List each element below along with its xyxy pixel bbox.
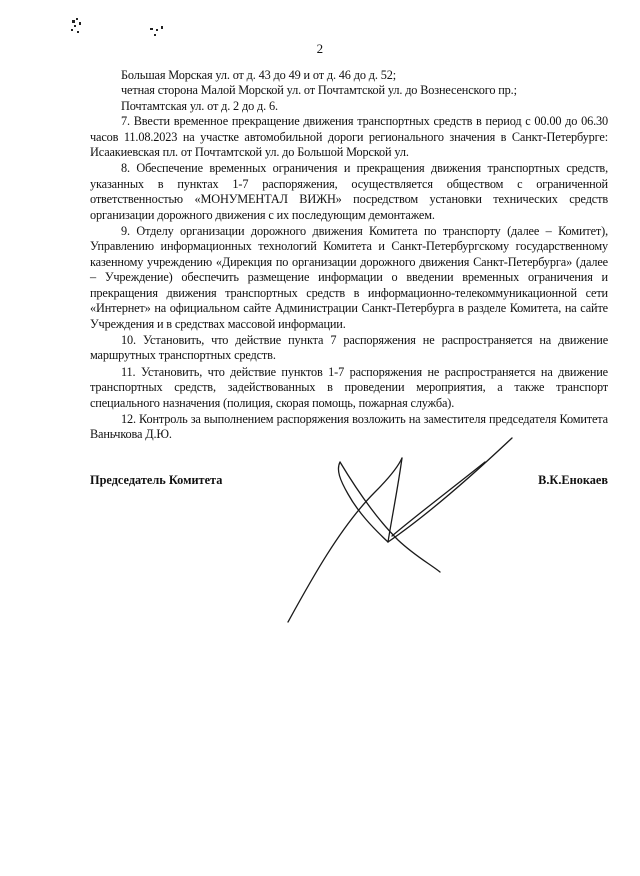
page-number: 2 xyxy=(316,41,324,56)
paragraph-7: 7. Ввести временное прекращение движения транспортных средств в период с 00.00 до 06.30 часов 11.08.2023 на участке автомобильной дороги регионального значения в Санкт-Петербурге: Исаакиевская пл. от Почтамтской ул. до Большой Морской ул. xyxy=(90,114,608,160)
street-line: Почтамтская ул. от д. 2 до д. 6. xyxy=(121,98,278,113)
paragraph-9: 9. Отделу организации дорожного движения Комитета по транспорту (далее – Комитет), Управлению информационных технологий Комитета и Санкт-Петербургскому государственному казенному учреждению «Дирекция по организации дорожного движения Санкт-Петербурга» (далее – Учреждение) обеспечить размещение информации о введении временных ограничения и прекращения движения транспортных средств в информационно-телекоммуникационной сети «Интернет» на официальном сайте Администрации Санкт-Петербурга в разделе Комитета, на сайте Учреждения и в средствах массовой информации. xyxy=(90,224,608,331)
paragraph-10: 10. Установить, что действие пункта 7 распоряжения не распространяется на движение маршрутных транспортных средств. xyxy=(90,332,608,363)
handwritten-signature xyxy=(280,432,520,632)
paragraph-8: 8. Обеспечение временных ограничения и прекращения движения транспортных средств, указанных в пунктах 1-7 распоряжения, осуществляется обществом с ограниченной ответственностью «МОНУМЕНТАЛ ВИЖН» посредством установки технических средств организации дорожного движения с их последующим демонтажем. xyxy=(90,161,608,222)
street-line: четная сторона Малой Морской ул. от Почтамтской ул. до Вознесенского пр.; xyxy=(121,83,517,98)
signatory-title: Председатель Комитета xyxy=(90,473,223,487)
paragraph-11: 11. Установить, что действие пунктов 1-7 распоряжения не распространяется на движение транспортных средств, задействованных в проведении мероприятия, а также транспорт специального назначения (полиция, скорая помощь, пожарная служба). xyxy=(90,364,608,410)
paragraph-12: 12. Контроль за выполнением распоряжения возложить на заместителя председателя Комитета Ваньчкова Д.Ю. xyxy=(90,411,608,442)
document-body xyxy=(90,68,608,443)
signatory-name: В.К.Енокаев xyxy=(538,473,608,487)
street-line: Большая Морская ул. от д. 43 до 49 и от д. 46 до д. 52; xyxy=(121,68,396,82)
scan-artifact-mark xyxy=(70,12,180,42)
